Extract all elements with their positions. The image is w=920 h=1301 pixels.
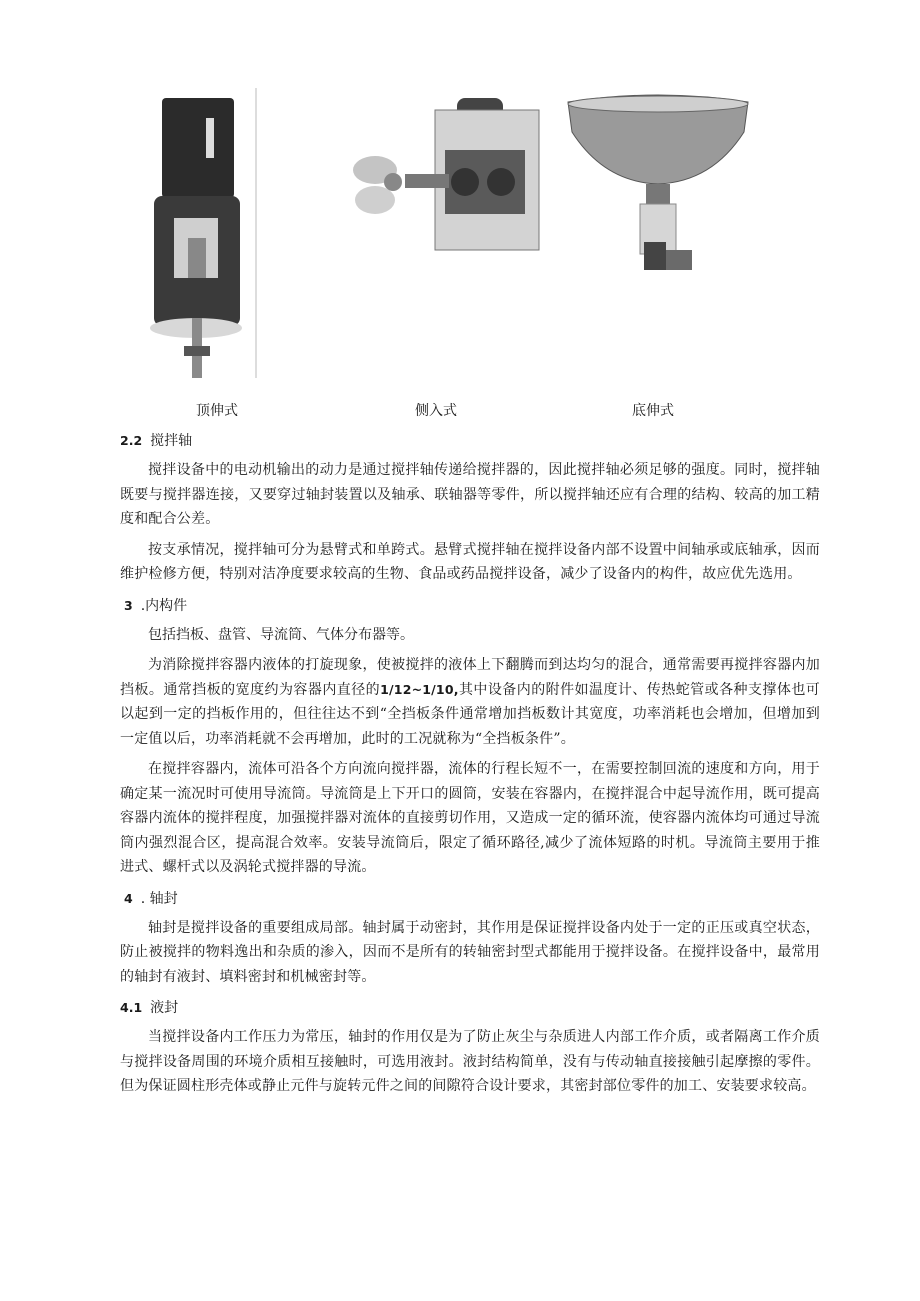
paragraph: 当搅拌设备内工作压力为常压，轴封的作用仅是为了防止灰尘与杂质进人内部工作介质，或者隔离工作介质与搅拌设备周围的环境介质相互接触时，可选用液封。液封结构简单，没有与传动轴直接接触引起摩擦的零件。但为保证圆柱形壳体或静止元件与旋转元件之间的间隙符合设计要求，其密封部位零件的加工、安装要求较高。 — [120, 1029, 820, 1094]
section-title: . 轴封 — [140, 890, 178, 907]
document-body — [120, 428, 820, 1105]
section-number: 3 — [124, 597, 133, 613]
section-3-heading — [120, 593, 820, 619]
section-title: .内构件 — [140, 597, 188, 614]
section-number: 2.2 — [120, 433, 143, 448]
paragraph-text: 其中设备内的附件如温度计、传热蛇管或各种支撑体也可以起到一定的挡板作用的，但往往达不到“全挡板条件通常增加挡板数计其宽度，功率消耗也会增加，但增加到一定值以后，功率消耗就不会再增加，此时的工况就称为“全挡板条件”。 — [120, 681, 820, 747]
paragraph: 按支承情况，搅拌轴可分为悬臂式和单跨式。悬臂式搅拌轴在搅拌设备内部不设置中间轴承或底轴承，因而维护检修方便，特别对洁净度要求较高的生物、食品或药品搅拌设备，减少了设备内的构件，故应优先选用。 — [120, 541, 820, 582]
section-4-1-heading — [120, 995, 820, 1021]
section-number: 4 — [124, 890, 133, 906]
paragraph: 包括挡板、盘管、导流筒、气体分布器等。 — [148, 626, 414, 643]
paragraph: 轴封是搅拌设备的重要组成局部。轴封属于动密封，其作用是保证搅拌设备内处于一定的正压或真空状态，防止被搅拌的物料逸出和杂质的渗入，因而不是所有的转轴密封型式都能用于搅拌设备。在搅拌设备中，最常用的轴封有液封、填料密封和机械密封等。 — [120, 919, 820, 985]
section-title: 搅拌轴 — [150, 433, 193, 449]
section-title: 液封 — [150, 1000, 179, 1016]
section-number: 4.1 — [120, 1000, 143, 1015]
top-entry-caption: 顶伸式 — [196, 403, 238, 419]
bottom-entry-caption: 底伸式 — [632, 403, 674, 419]
side-entry-agitator-image — [345, 90, 545, 252]
paragraph: 搅拌设备中的电动机输出的动力是通过搅拌轴传递给搅拌器的，因此搅拌轴必须足够的强度。同时，搅拌轴既要与搅拌器连接，又要穿过轴封装置以及轴承、联轴器等零件，所以搅拌轴还应有合理的结构、较高的加工精度和配合公差。 — [120, 462, 820, 527]
paragraph-text: 为消除搅拌容器内液体的打旋现象，使被搅拌的液体上下翻腾而到达均匀的混合，通常需要再搅拌容器内加挡板。通常挡板的宽度约为容器内直径的 — [120, 657, 820, 698]
paragraph — [120, 653, 820, 751]
paragraph: 在搅拌容器内，流体可沿各个方向流向搅拌器，流体的行程长短不一，在需要控制回流的速度和方向，用于确定某一流况时可使用导流筒。导流筒是上下开口的圆筒，安装在容器内，在搅拌混合中起导流作用，既可提高容器内流体的搅拌程度，加强搅拌器对流体的直接剪切作用，又造成一定的循环流，使容器内流体均可通过导流筒内强烈混合区，提高混合效率。安装导流筒后，限定了循环路径,减少了流体短路的时机。导流筒主要用于推进式、螺杆式以及涡轮式搅拌器的导流。 — [120, 761, 820, 875]
section-2-2-heading — [120, 428, 820, 454]
section-4-heading — [120, 886, 820, 912]
bottom-entry-agitator-image — [562, 92, 754, 274]
side-entry-caption: 侧入式 — [415, 403, 457, 419]
top-entry-agitator-image — [148, 88, 260, 386]
baffle-width-ratio: 1/12~1/10, — [380, 681, 459, 697]
